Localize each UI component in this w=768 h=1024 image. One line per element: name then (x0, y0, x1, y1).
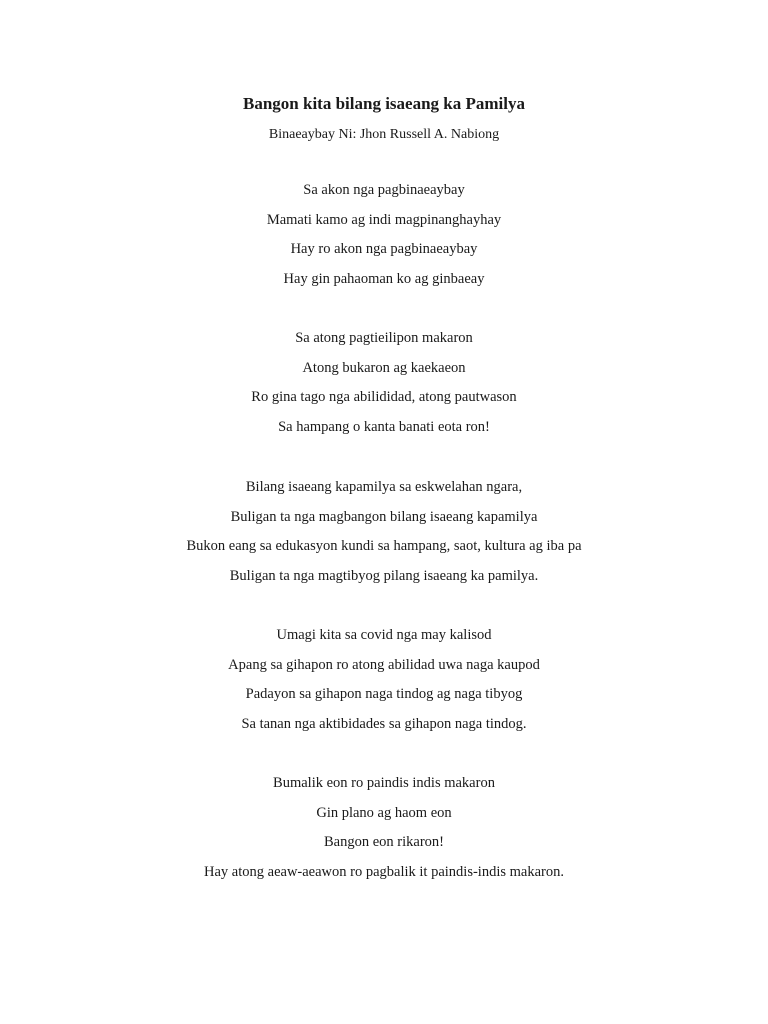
poem-line: Buligan ta nga magbangon bilang isaeang kapamilya (230, 508, 538, 525)
poem-line: Sa tanan nga aktibidades sa gihapon naga tindog. (241, 715, 527, 732)
poem-line: Bangon eon rikaron! (324, 834, 444, 851)
poem-line: Mamati kamo ag indi magpinanghayhay (266, 211, 502, 228)
poem-line: Hay gin pahaoman ko ag ginbaeay (283, 270, 485, 287)
stanza (0, 621, 768, 739)
poem-line: Hay ro akon nga pagbinaeaybay (290, 241, 478, 258)
poem-line: Buligan ta nga magtibyog pilang isaeang ka pamilya. (229, 567, 539, 584)
poem-line: Ro gina tago nga abilididad, atong pautwason (251, 389, 517, 406)
poem-author: Binaeaybay Ni: Jhon Russell A. Nabiong (268, 127, 500, 142)
poem-line: Sa hampang o kanta banati eota ron! (278, 418, 490, 435)
poem-line: Sa akon nga pagbinaeaybay (303, 182, 465, 198)
poem-line: Bilang isaeang kapamilya sa eskwelahan ngara, (245, 479, 523, 495)
poem-line: Atong bukaron ag kaekaeon (302, 359, 466, 376)
stanza (0, 473, 768, 591)
poem-line: Umagi kita sa covid nga may kalisod (276, 627, 492, 643)
poem-line: Bumalik eon ro paindis indis makaron (273, 775, 495, 791)
poem-title: Bangon kita bilang isaeang ka Pamilya (243, 94, 525, 113)
poem-line: Hay atong aeaw-aeawon ro pagbalik it paindis-indis makaron. (204, 863, 564, 880)
stanza (0, 324, 768, 442)
poem-line: Gin plano ag haom eon (316, 804, 452, 821)
poem-line: Apang sa gihapon ro atong abilidad uwa naga kaupod (228, 656, 540, 673)
stanza (0, 769, 768, 887)
poem-line: Padayon sa gihapon naga tindog ag naga tibyog (245, 686, 523, 703)
stanza (0, 176, 768, 294)
poem-line: Sa atong pagtieilipon makaron (295, 330, 473, 346)
poem-line: Bukon eang sa edukasyon kundi sa hampang, saot, kultura ag iba pa (186, 538, 582, 555)
